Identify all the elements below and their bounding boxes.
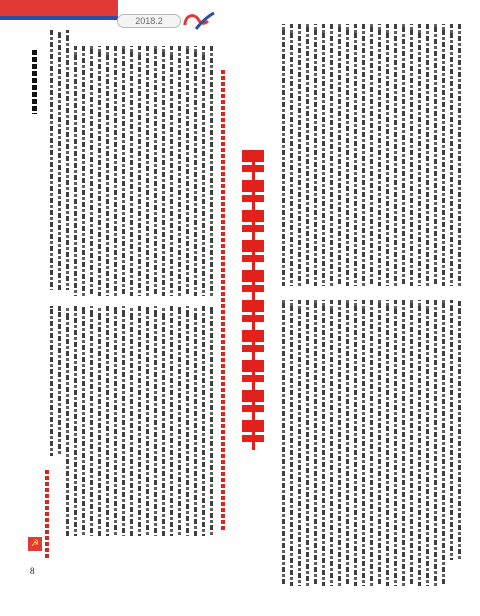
text-column bbox=[312, 24, 319, 286]
text-column bbox=[456, 300, 463, 560]
text-column bbox=[56, 30, 63, 290]
text-column bbox=[112, 306, 119, 536]
text-column bbox=[352, 24, 359, 286]
text-column bbox=[392, 24, 399, 286]
footer-caption bbox=[44, 470, 51, 560]
text-column bbox=[208, 306, 215, 536]
text-column bbox=[360, 300, 367, 586]
text-column bbox=[48, 306, 55, 456]
text-column bbox=[456, 24, 463, 286]
text-column bbox=[400, 24, 407, 286]
text-column bbox=[136, 306, 143, 536]
header-blue-stripe bbox=[0, 16, 118, 20]
text-column bbox=[56, 306, 63, 456]
year-badge: 2018.2 bbox=[117, 14, 181, 28]
text-column bbox=[360, 24, 367, 286]
text-column bbox=[104, 306, 111, 536]
text-column bbox=[344, 300, 351, 586]
text-column bbox=[432, 24, 439, 286]
text-column bbox=[408, 24, 415, 286]
text-column bbox=[176, 306, 183, 536]
text-column bbox=[88, 46, 95, 296]
text-column bbox=[104, 46, 111, 296]
text-column bbox=[432, 300, 439, 586]
text-column bbox=[192, 46, 199, 296]
text-column bbox=[120, 306, 127, 536]
text-column bbox=[424, 24, 431, 286]
text-column bbox=[416, 24, 423, 286]
text-column bbox=[144, 46, 151, 296]
party-emblem-icon: ☭ bbox=[28, 537, 42, 551]
text-column bbox=[336, 300, 343, 586]
left-column-heading bbox=[30, 50, 40, 114]
text-column bbox=[408, 300, 415, 586]
text-column bbox=[64, 306, 71, 536]
text-column bbox=[152, 306, 159, 536]
text-column bbox=[168, 306, 175, 536]
text-column bbox=[392, 300, 399, 586]
text-column bbox=[160, 306, 167, 536]
text-column bbox=[376, 24, 383, 286]
text-column bbox=[448, 300, 455, 560]
text-column bbox=[200, 46, 207, 296]
text-column bbox=[352, 300, 359, 586]
text-column bbox=[64, 30, 71, 290]
text-column bbox=[304, 300, 311, 586]
text-column bbox=[192, 306, 199, 536]
header-banner bbox=[0, 0, 140, 16]
page-number: 8 bbox=[30, 566, 35, 576]
text-column bbox=[96, 46, 103, 296]
text-column bbox=[288, 300, 295, 586]
text-column bbox=[288, 24, 295, 286]
text-column bbox=[160, 46, 167, 296]
text-column bbox=[128, 46, 135, 296]
text-column bbox=[280, 300, 287, 586]
text-column bbox=[448, 24, 455, 286]
text-column bbox=[368, 24, 375, 286]
text-column bbox=[328, 300, 335, 586]
text-column bbox=[400, 300, 407, 586]
text-column bbox=[184, 306, 191, 536]
text-column bbox=[112, 46, 119, 296]
text-column bbox=[440, 300, 447, 586]
text-column bbox=[80, 306, 87, 536]
text-column bbox=[280, 24, 287, 286]
text-column bbox=[304, 24, 311, 286]
text-column bbox=[96, 306, 103, 536]
text-column bbox=[72, 46, 79, 296]
article-subtitle bbox=[220, 70, 227, 530]
article-title bbox=[238, 150, 268, 450]
text-column bbox=[208, 46, 215, 296]
text-column bbox=[320, 24, 327, 286]
text-column bbox=[312, 300, 319, 586]
text-column bbox=[200, 306, 207, 536]
text-column bbox=[384, 24, 391, 286]
text-column bbox=[384, 300, 391, 586]
header-red-bar bbox=[0, 0, 118, 16]
text-column bbox=[368, 300, 375, 586]
text-column bbox=[120, 46, 127, 296]
text-column bbox=[416, 300, 423, 586]
text-column bbox=[320, 300, 327, 586]
text-column bbox=[328, 24, 335, 286]
text-column bbox=[176, 46, 183, 296]
text-column bbox=[440, 24, 447, 286]
text-column bbox=[48, 30, 55, 290]
text-column bbox=[296, 300, 303, 586]
magazine-logo-icon bbox=[182, 9, 216, 31]
text-column bbox=[136, 46, 143, 296]
text-column bbox=[336, 24, 343, 286]
text-column bbox=[144, 306, 151, 536]
text-column bbox=[376, 300, 383, 586]
text-column bbox=[296, 24, 303, 286]
text-column bbox=[152, 46, 159, 296]
text-column bbox=[88, 306, 95, 536]
text-column bbox=[424, 300, 431, 586]
text-column bbox=[72, 306, 79, 536]
text-column bbox=[80, 46, 87, 296]
text-column bbox=[128, 306, 135, 536]
text-column bbox=[344, 24, 351, 286]
text-column bbox=[168, 46, 175, 296]
text-column bbox=[184, 46, 191, 296]
